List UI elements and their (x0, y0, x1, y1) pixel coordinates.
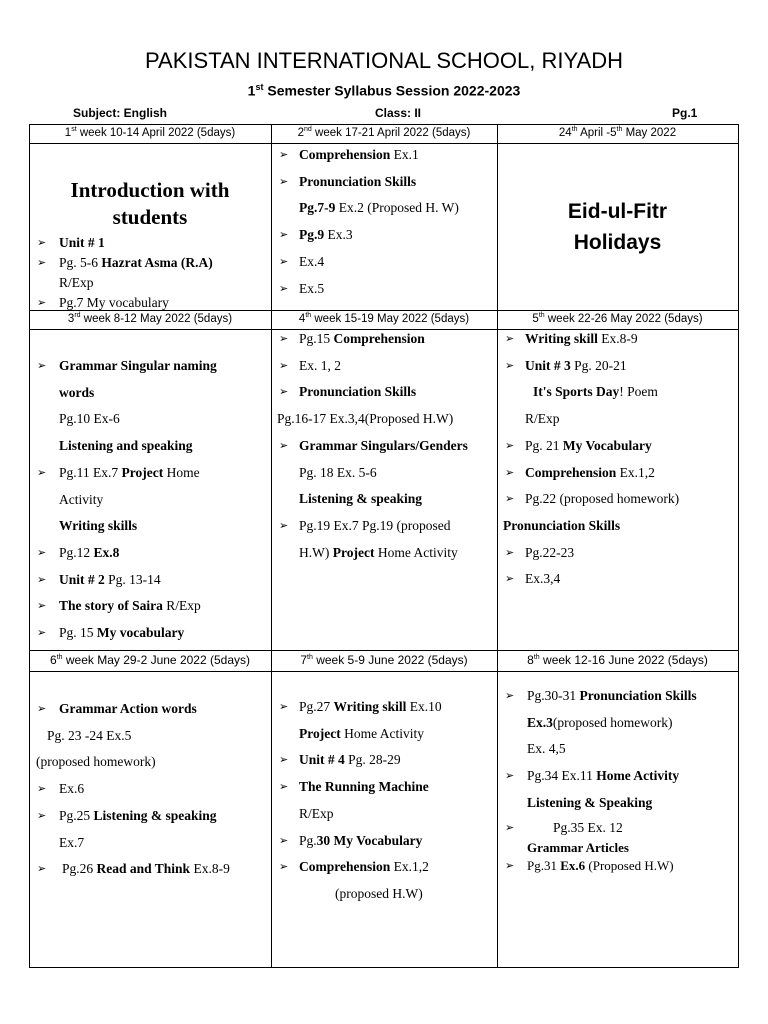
bullet-icon: ➢ (279, 439, 289, 452)
week-header-8: 7th week 5-9 June 2022 (5days) (300, 653, 468, 667)
class-label: Class: II (375, 106, 422, 120)
lesson-hazrat-asma: Hazrat Asma (R.A) (101, 255, 213, 270)
bullet-icon: ➢ (37, 360, 47, 372)
bullet-icon: ➢ (37, 627, 47, 640)
cell-week-8: ➢ Pg.30-31 Pronunciation Skills Ex.3(proposed homework) Ex. 4,5 ➢ Pg.34 Ex.11 Home Activity Listening & Speaking ➢ Pg.35 Ex. 12 Grammar Articles ➢ Pg.31 Ex.6 (Proposed H.W) (505, 683, 737, 875)
subject-label: Subject: English (73, 106, 168, 120)
bullet-icon: ➢ (505, 493, 515, 506)
bullet-icon: ➢ (505, 770, 515, 783)
cell-week-4: ➢ Pg.15 Comprehension ➢ Ex. 1, 2 ➢ Pronunciation Skills Pg.16-17 Ex.3,4(Proposed H.W) ➢ Grammar Singulars/Genders Pg. 18 Ex. 5-6 Listening & speaking ➢ Pg.19 Ex.7 Pg.19 (proposed H.W) Project Home Activity (279, 326, 495, 566)
bullet-icon: ➢ (279, 255, 289, 268)
bullet-icon: ➢ (279, 229, 289, 242)
bullet-icon: ➢ (37, 237, 47, 249)
cell-eid-holidays (497, 196, 738, 258)
syllabus-table (29, 124, 739, 968)
cell-week-5: ➢ Writing skill Ex.8-9 ➢ Unit # 3 Pg. 20-21 It's Sports Day! Poem R/Exp ➢ Pg. 21 My Vocabulary ➢ Comprehension Ex.1,2 ➢ Pg.22 (proposed homework) Pronunciation Skills ➢ Pg.22-23 ➢ Ex.3,4 (505, 326, 737, 593)
bullet-icon: ➢ (279, 149, 289, 161)
holiday-line-1: Eid-ul-Fitr (567, 200, 668, 223)
bullet-icon: ➢ (279, 861, 289, 874)
bullet-icon: ➢ (279, 519, 289, 532)
bullet-icon: ➢ (279, 282, 289, 295)
session-title: 1st Semester Syllabus Session 2022-2023 (247, 82, 521, 99)
bullet-icon: ➢ (279, 781, 289, 794)
cell-week-7: ➢ Pg.27 Writing skill Ex.10 Project Home Activity ➢ Unit # 4 Pg. 28-29 ➢ The Running Machine R/Exp ➢ Pg.30 My Vocabulary ➢ Comprehension Ex.1,2 (proposed H.W) (279, 694, 495, 908)
unit-1: Unit # 1 (59, 235, 105, 250)
bullet-icon: ➢ (37, 573, 47, 586)
holiday-line-2: Holidays (573, 231, 662, 254)
bullet-icon: ➢ (279, 175, 289, 188)
cell-week-6: ➢ Grammar Action words Pg. 23 -24 Ex.5 (proposed homework) ➢ Ex.6 ➢ Pg.25 Listening & speaking Ex.7 ➢ Pg.26 Read and Think Ex.8-9 (37, 696, 269, 883)
week-header-6: 5th week 22-26 May 2022 (5days) (532, 312, 703, 325)
bullet-icon: ➢ (37, 783, 47, 796)
bullet-icon: ➢ (505, 359, 515, 372)
school-name: PAKISTAN INTERNATIONAL SCHOOL, RIYADH (145, 48, 623, 73)
bullet-icon: ➢ (505, 466, 515, 479)
week-header-3: 24th April -5th May 2022 (558, 126, 677, 139)
bullet-icon: ➢ (279, 834, 289, 847)
intro-line-1: Introduction with (70, 178, 230, 202)
cell-week-1: Introduction with students ➢ Unit # 1 ➢ Pg. 5-6 Hazrat Asma (R.A) R/Exp ➢ Pg.7 My vocabulary (29, 143, 271, 310)
cell-week-2: ➢ Comprehension Ex.1 ➢ Pronunciation Skills Pg.7-9 Ex.2 (Proposed H. W) ➢ Pg.9 Ex.3 ➢ Ex.4 ➢ Ex.5 (279, 142, 495, 302)
bullet-icon: ➢ (37, 546, 47, 559)
bullet-icon: ➢ (279, 754, 289, 767)
bullet-icon: ➢ (279, 359, 289, 372)
bullet-icon: ➢ (37, 809, 47, 822)
cell-week-3: ➢ Grammar Singular naming words Pg.10 Ex-6 Listening and speaking ➢ Pg.11 Ex.7 Project Home Activity Writing skills ➢ Pg.12 Ex.8 ➢ Unit # 2 Pg. 13-14 ➢ The story of Saira R/Exp ➢ Pg. 15 My vocabulary (37, 353, 269, 647)
bullet-icon: ➢ (505, 690, 515, 702)
intro-line-2: students (112, 205, 188, 229)
week-header-7: 6th week May 29-2 June 2022 (5days) (50, 653, 250, 667)
bullet-icon: ➢ (279, 701, 289, 713)
week-header-4: 3rd week 8-12 May 2022 (5days) (67, 312, 233, 325)
bullet-icon: ➢ (505, 859, 515, 872)
bullet-icon: ➢ (37, 466, 47, 479)
bullet-icon: ➢ (505, 546, 515, 559)
bullet-icon: ➢ (505, 439, 515, 452)
week-header-5: 4th week 15-19 May 2022 (5days) (298, 312, 470, 325)
bullet-icon: ➢ (505, 573, 515, 586)
bullet-icon: ➢ (37, 257, 47, 269)
bullet-icon: ➢ (37, 297, 47, 309)
page-number: Pg.1 (672, 106, 698, 120)
week-header-1: 1st week 10-14 April 2022 (5days) (64, 126, 236, 139)
bullet-icon: ➢ (505, 333, 515, 345)
week-header-9: 8th week 12-16 June 2022 (5days) (527, 653, 708, 667)
bullet-icon: ➢ (37, 703, 47, 715)
bullet-icon: ➢ (279, 333, 289, 345)
bullet-icon: ➢ (505, 821, 515, 834)
bullet-icon: ➢ (37, 600, 47, 613)
bullet-icon: ➢ (279, 386, 289, 399)
week-header-2: 2nd week 17-21 April 2022 (5days) (297, 126, 471, 139)
bullet-icon: ➢ (37, 863, 47, 876)
